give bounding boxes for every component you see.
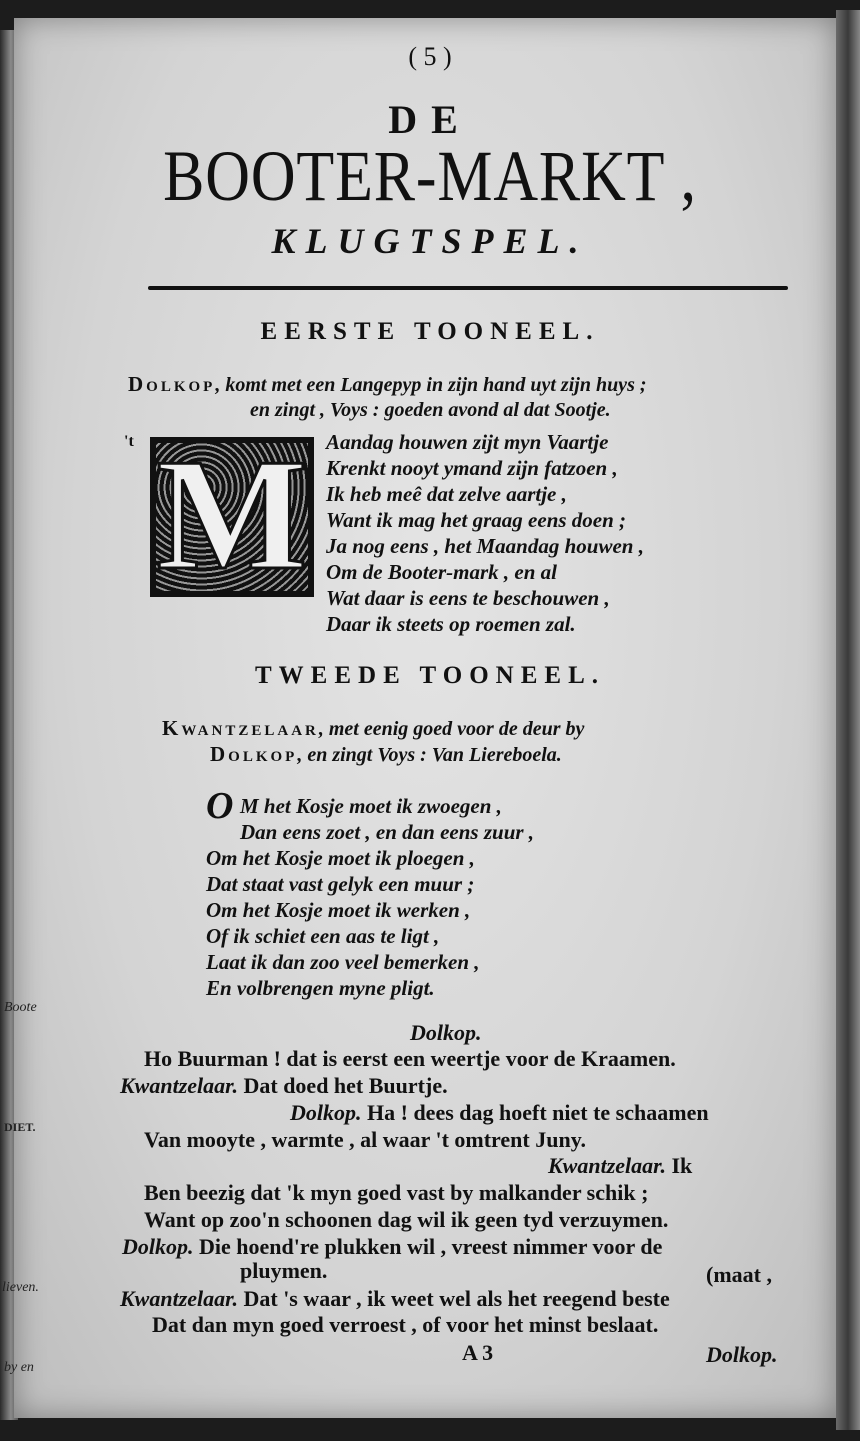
drop-cap-letter: M bbox=[156, 437, 308, 597]
dialogue-line: Dat dan myn goed verroest , of voor het minst beslaat. bbox=[152, 1312, 659, 1337]
verse-initial: O bbox=[206, 785, 234, 827]
title-rule bbox=[148, 286, 788, 290]
speaker-label: Dolkop. bbox=[410, 1020, 482, 1045]
title-article: DE bbox=[388, 97, 472, 142]
verse-line: Wat daar is eens te beschouwen , bbox=[326, 586, 610, 610]
stage-direction-3 bbox=[162, 716, 584, 741]
page-number: ( 5 ) bbox=[408, 42, 452, 71]
page-title: BOOTER-MARKT , bbox=[163, 136, 697, 216]
dialogue-text: Dat 's waar , ik weet wel als het reegend beste bbox=[243, 1286, 670, 1311]
dialogue-line bbox=[290, 1100, 709, 1126]
speaker-label: Dolkop. bbox=[122, 1234, 194, 1259]
signature-mark: A 3 bbox=[462, 1340, 494, 1365]
character-name: Kwantzelaar bbox=[162, 716, 319, 740]
speaker-label: Dolkop. bbox=[290, 1100, 362, 1125]
catchword: Dolkop. bbox=[706, 1342, 778, 1367]
stage-direction-text: , en zingt Voys : Van Liereboela. bbox=[297, 744, 562, 766]
verse-line: Aandag houwen zijt myn Vaartje bbox=[326, 430, 609, 454]
verse-line: Want ik mag het graag eens doen ; bbox=[326, 508, 627, 532]
verse-line: Om het Kosje moet ik werken , bbox=[206, 898, 471, 922]
verse-line: Dat staat vast gelyk een muur ; bbox=[206, 872, 475, 896]
verse-line: Om het Kosje moet ik ploegen , bbox=[206, 846, 475, 870]
verse-line: En volbrengen myne pligt. bbox=[206, 976, 435, 1000]
verse-line: Of ik schiet een aas te ligt , bbox=[206, 924, 440, 948]
dialogue-line: pluymen. bbox=[240, 1258, 328, 1283]
dialogue-line bbox=[120, 1073, 448, 1099]
dialogue-text: Die hoend're plukken wil , vreest nimmer voor de bbox=[199, 1234, 663, 1259]
dialogue-text: Ik bbox=[671, 1153, 693, 1178]
page-subtitle: KLUGTSPEL. bbox=[271, 221, 589, 261]
dialogue-text: Dat doed het Buurtje. bbox=[243, 1073, 448, 1098]
stage-direction-1 bbox=[128, 372, 647, 397]
dialogue-line: Van mooyte , warmte , al waar 't omtrent Juny. bbox=[144, 1127, 586, 1152]
margin-fragment: DIET. bbox=[4, 1120, 36, 1134]
dialogue-line: Ho Buurman ! dat is eerst een weertje voor de Kraamen. bbox=[144, 1046, 676, 1071]
character-name: Dolkop bbox=[128, 372, 216, 396]
scene-heading-2: TWEEDE TOONEEL. bbox=[255, 662, 605, 689]
speaker-label: Kwantzelaar. bbox=[120, 1286, 238, 1311]
verse-prefix: 't bbox=[124, 433, 134, 450]
verse-line: Ik heb meê dat zelve aartje , bbox=[326, 482, 567, 506]
ornamental-drop-cap bbox=[150, 437, 314, 597]
verse-line: M het Kosje moet ik zwoegen , bbox=[240, 794, 502, 818]
stage-direction-text: , komt met een Langepyp in zijn hand uyt zijn huys ; bbox=[215, 374, 647, 396]
verse-line: Ja nog eens , het Maandag houwen , bbox=[326, 534, 644, 558]
margin-fragment: by en bbox=[4, 1360, 34, 1375]
margin-fragment: Boote bbox=[4, 1000, 37, 1015]
dialogue-line: (maat , bbox=[706, 1262, 772, 1287]
dialogue-line bbox=[122, 1234, 662, 1260]
dialogue-line bbox=[548, 1153, 692, 1179]
character-name: Dolkop bbox=[210, 742, 298, 766]
dialogue-line: Want op zoo'n schoonen dag wil ik geen tyd verzuymen. bbox=[144, 1207, 669, 1232]
margin-fragment: lieven. bbox=[2, 1280, 39, 1295]
dialogue-text: Ha ! dees dag hoeft niet te schaamen bbox=[367, 1100, 709, 1125]
verse-line: Laat ik dan zoo veel bemerken , bbox=[206, 950, 480, 974]
verse-line: Dan eens zoet , en dan eens zuur , bbox=[240, 820, 535, 844]
verse-line: Om de Booter-mark , en al bbox=[326, 560, 557, 584]
speaker-label: Kwantzelaar. bbox=[548, 1153, 666, 1178]
stage-direction-4 bbox=[210, 742, 562, 767]
dialogue-line: Ben beezig dat 'k myn goed vast by malkander schik ; bbox=[144, 1180, 649, 1205]
scene-heading-1: EERSTE TOONEEL. bbox=[260, 318, 600, 345]
stage-direction-text: , met eenig goed voor de deur by bbox=[318, 718, 585, 740]
verse-line: Daar ik steets op roemen zal. bbox=[326, 612, 576, 636]
speaker-label: Kwantzelaar. bbox=[120, 1073, 238, 1098]
verse-line: Krenkt nooyt ymand zijn fatzoen , bbox=[326, 456, 618, 480]
dialogue-line bbox=[120, 1286, 670, 1312]
stage-direction-2: en zingt , Voys : goeden avond al dat Sootje. bbox=[250, 399, 611, 421]
